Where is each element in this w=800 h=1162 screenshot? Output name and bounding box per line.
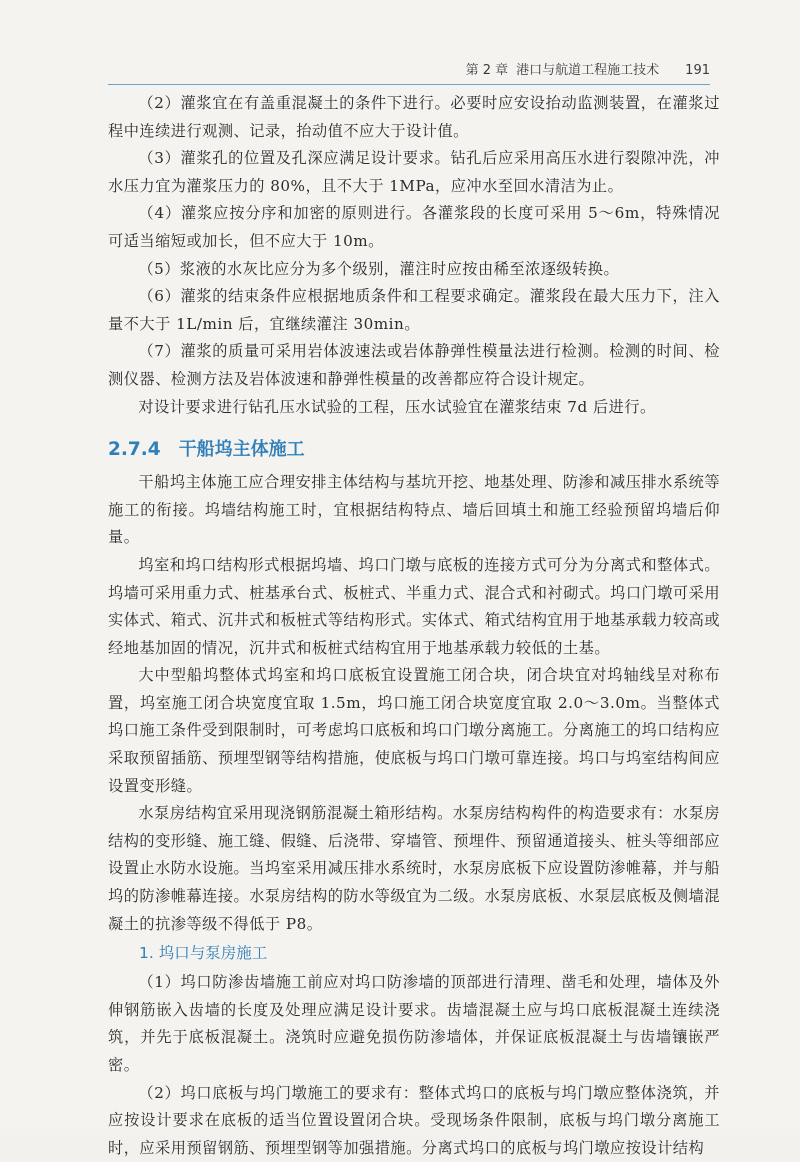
paragraph: （6）灌浆的结束条件应根据地质条件和工程要求确定。灌浆段在最大压力下，注入量不大于 1L/min 后，宜继续灌注 30min。 — [108, 287, 720, 333]
section-title: 干船坞主体施工 — [178, 439, 305, 461]
paragraph: （3）灌浆孔的位置及孔深应满足设计要求。钻孔后应采用高压水进行裂隙冲洗，冲水压力宜为灌浆压力的 80%，且不大于 1MPa，应冲水至回水清洁为止。 — [108, 149, 720, 195]
page-number: 191 — [685, 63, 710, 78]
body-text — [108, 90, 720, 1162]
paragraph: （5）浆液的水灰比应分为多个级别，灌注时应按由稀至浓逐级转换。 — [138, 259, 620, 278]
running-header — [108, 54, 710, 85]
paragraph: 水泵房结构宜采用现浇钢筋混凝土箱形结构。水泵房结构构件的构造要求有：水泵房结构的变形缝、施工缝、假缝、后浇带、穿墙管、预埋件、预留通道接头、桩头等细部应设置止水防水设施。当坞室采用减压排水系统时，水泵房底板下应设置防渗帷幕，并与船坞的防渗帷幕连接。水泵房结构的防水等级宜为二级。水泵房底板、水泵层底板及侧墙混凝土的抗渗等级不得低于 P8。 — [108, 804, 720, 933]
paragraph: 大中型船坞整体式坞室和坞口底板宜设置施工闭合块，闭合块宜对坞轴线呈对称布置，坞室施工闭合块宽度宜取 1.5m，坞口施工闭合块宽度宜取 2.0～3.0m。当整体式坞口施工条件受到限制时，可考虑坞口底板和坞口门墩分离施工。分离施工的坞口结构应采取预留插筋、预埋型钢等结构措施，使底板与坞口门墩可靠连接。坞口与坞室结构间应设置变形缝。 — [108, 666, 720, 795]
chapter-label: 第 2 章 — [465, 63, 509, 78]
paragraph: 坞室和坞口结构形式根据坞墙、坞口门墩与底板的连接方式可分为分离式和整体式。坞墙可采用重力式、桩基承台式、板桩式、半重力式、混合式和衬砌式。坞口门墩可采用实体式、箱式、沉井式和板桩式等结构形式。实体式、箱式结构宜用于地基承载力较高或经地基加固的情况，沉井式和板桩式结构宜用于地基承载力较低的土基。 — [108, 555, 720, 657]
paragraph: （4）灌浆应按分序和加密的原则进行。各灌浆段的长度可采用 5～6m，特殊情况可适当缩短或加长，但不应大于 10m。 — [108, 204, 720, 250]
paragraph: 干船坞主体施工应合理安排主体结构与基坑开挖、地基处理、防渗和减压排水系统等施工的衔接。坞墙结构施工时，宜根据结构特点、墙后回填土和施工经验预留坞墙后仰量。 — [108, 473, 720, 547]
paragraph: 对设计要求进行钻孔压水试验的工程，压水试验宜在灌浆结束 7d 后进行。 — [138, 397, 656, 416]
paragraph: （2）灌浆宜在有盖重混凝土的条件下进行。必要时应安设抬动监测装置，在灌浆过程中连续进行观测、记录，抬动值不应大于设计值。 — [108, 94, 720, 140]
paragraph: （7）灌浆的质量可采用岩体波速法或岩体静弹性模量法进行检测。检测的时间、检测仪器、检测方法及岩体波速和静弹性模量的改善都应符合设计规定。 — [108, 342, 720, 388]
section-heading — [108, 435, 720, 461]
paragraph: （1）坞口防渗齿墙施工前应对坞口防渗墙的顶部进行清理、凿毛和处理，墙体及外伸钢筋嵌入齿墙的长度及处理应满足设计要求。齿墙混凝土应与坞口底板混凝土连续浇筑，并先于底板混凝土。浇筑时应避免损伤防渗墙体，并保证底板混凝土与齿墙镶嵌严密。 — [108, 973, 720, 1074]
paragraph: （2）坞口底板与坞门墩施工的要求有：整体式坞口的底板与坞门墩应整体浇筑，并应按设计要求在底板的适当位置设置闭合块。受现场条件限制，底板与坞门墩分离施工时，应采用预留钢筋、预埋型钢等加强措施。分离式坞口的底板与坞门墩应按设计结构 — [108, 1083, 720, 1157]
section-number: 2.7.4 — [108, 439, 161, 461]
subsection-heading: 1. 坞口与泵房施工 — [139, 944, 268, 963]
chapter-title: 港口与航道工程施工技术 — [516, 63, 660, 78]
